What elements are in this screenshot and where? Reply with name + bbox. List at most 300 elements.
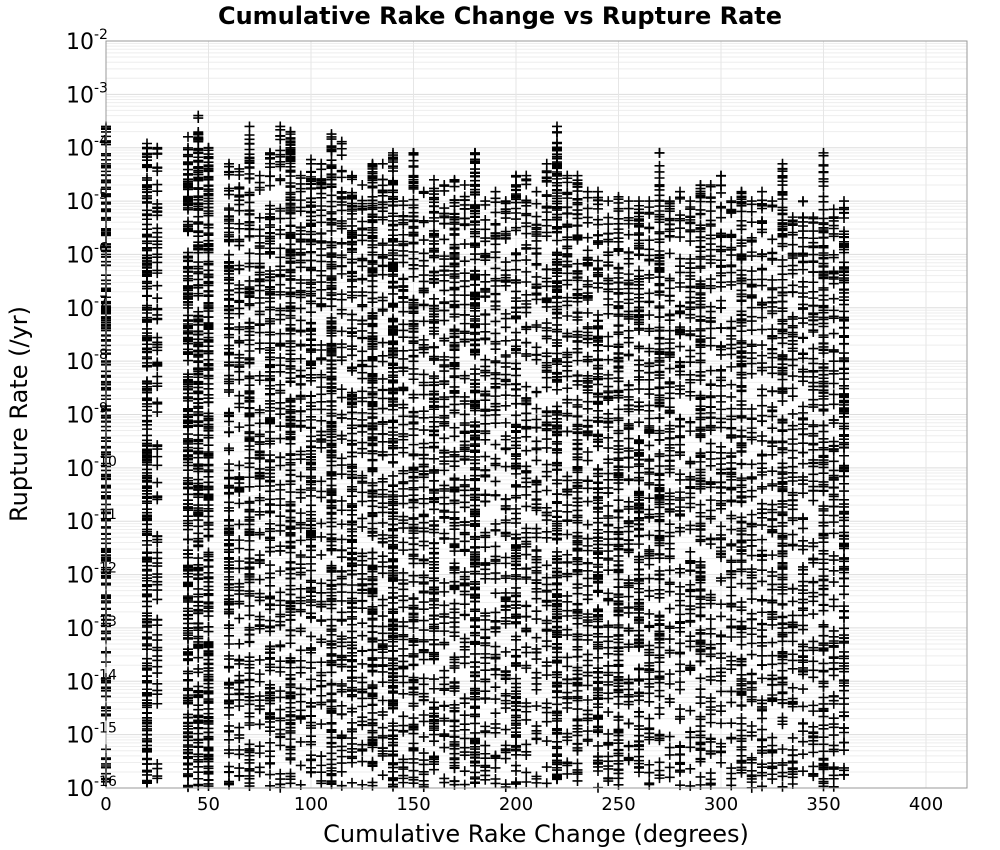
data-point	[398, 383, 408, 393]
data-point	[378, 212, 388, 222]
data-point	[378, 417, 388, 427]
data-point	[286, 499, 296, 509]
data-column	[142, 138, 152, 788]
data-point	[357, 333, 367, 343]
data-point	[439, 730, 449, 740]
data-point	[357, 386, 367, 396]
data-point	[398, 727, 408, 737]
data-point	[337, 239, 347, 249]
data-point	[245, 507, 255, 517]
data-point	[204, 781, 214, 791]
data-point	[378, 507, 388, 517]
data-point	[398, 644, 408, 654]
data-point	[316, 518, 326, 528]
data-point	[224, 607, 234, 617]
data-point	[357, 180, 367, 190]
data-point	[245, 472, 255, 482]
data-point	[255, 530, 265, 540]
data-point	[450, 473, 460, 483]
data-point	[286, 615, 296, 625]
data-point	[306, 657, 316, 667]
data-point	[327, 546, 337, 556]
data-point	[316, 277, 326, 287]
data-point	[316, 256, 326, 266]
data-point	[419, 285, 429, 295]
data-point	[275, 145, 285, 155]
data-point	[275, 204, 285, 214]
data-point	[183, 666, 193, 676]
data-point	[398, 711, 408, 721]
data-point	[306, 457, 316, 467]
data-point	[347, 350, 357, 360]
data-point	[245, 346, 255, 356]
data-point	[245, 231, 255, 241]
data-point	[193, 226, 203, 236]
data-point	[316, 615, 326, 625]
data-column	[357, 180, 367, 790]
data-point	[429, 342, 439, 352]
data-point	[398, 325, 408, 335]
data-point	[316, 767, 326, 777]
data-point	[439, 666, 449, 676]
data-point	[245, 482, 255, 492]
data-point	[275, 367, 285, 377]
data-point	[419, 235, 429, 245]
data-point	[245, 545, 255, 555]
data-point	[286, 313, 296, 323]
data-point	[337, 574, 347, 584]
data-point	[224, 497, 234, 507]
data-point	[398, 448, 408, 458]
data-point	[275, 452, 285, 462]
data-point	[193, 553, 203, 563]
data-point	[245, 718, 255, 728]
data-point	[286, 465, 296, 475]
data-point	[275, 270, 285, 280]
data-point	[286, 266, 296, 276]
data-point	[337, 662, 347, 672]
data-point	[204, 143, 214, 153]
data-point	[255, 183, 265, 193]
data-point	[306, 289, 316, 299]
data-point	[388, 606, 398, 616]
data-point	[419, 579, 429, 589]
data-point	[337, 679, 347, 689]
data-point	[234, 336, 244, 346]
data-point	[398, 537, 408, 547]
data-point	[327, 331, 337, 341]
data-point	[224, 767, 234, 777]
data-point	[183, 782, 193, 792]
data-point	[142, 639, 152, 649]
data-point	[275, 303, 285, 313]
data-point	[275, 338, 285, 348]
data-point	[255, 275, 265, 285]
data-point	[409, 424, 419, 434]
data-point	[337, 150, 347, 160]
data-point	[347, 758, 357, 768]
data-point	[368, 509, 378, 519]
data-point	[378, 175, 388, 185]
data-point	[450, 732, 460, 742]
data-point	[316, 476, 326, 486]
data-point	[306, 391, 316, 401]
data-point	[224, 250, 234, 260]
data-point	[368, 321, 378, 331]
data-point	[255, 213, 265, 223]
data-point	[296, 645, 306, 655]
data-point	[429, 454, 439, 464]
data-point	[265, 389, 275, 399]
data-point	[378, 723, 388, 733]
data-point	[327, 396, 337, 406]
data-point	[275, 662, 285, 672]
data-point	[357, 346, 367, 356]
data-point	[152, 452, 162, 462]
data-point	[316, 719, 326, 729]
data-point	[296, 407, 306, 417]
data-point	[378, 186, 388, 196]
data-point	[337, 752, 347, 762]
data-point	[152, 537, 162, 547]
data-point	[152, 615, 162, 625]
data-point	[429, 736, 439, 746]
data-point	[337, 250, 347, 260]
data-point	[450, 309, 460, 319]
data-column	[316, 159, 326, 789]
data-point	[316, 776, 326, 786]
data-point	[409, 713, 419, 723]
data-point	[183, 511, 193, 521]
data-point	[224, 721, 234, 731]
data-point	[357, 618, 367, 628]
data-point	[439, 377, 449, 387]
data-point	[255, 495, 265, 505]
data-point	[245, 746, 255, 756]
data-point	[255, 767, 265, 777]
data-point	[142, 377, 152, 387]
data-point	[183, 276, 193, 286]
data-point	[337, 505, 347, 515]
data-point	[429, 412, 439, 422]
data-point	[245, 121, 255, 131]
data-point	[234, 613, 244, 623]
data-point	[419, 732, 429, 742]
data-point	[193, 113, 203, 123]
data-point	[347, 727, 357, 737]
data-point	[142, 173, 152, 183]
data-point	[234, 498, 244, 508]
data-point	[306, 674, 316, 684]
data-point	[296, 737, 306, 747]
data-point	[450, 423, 460, 433]
data-point	[409, 698, 419, 708]
data-point	[152, 662, 162, 672]
data-point	[439, 600, 449, 610]
data-point	[419, 335, 429, 345]
data-point	[275, 526, 285, 536]
data-point	[409, 659, 419, 669]
data-column	[388, 148, 398, 792]
data-point	[255, 437, 265, 447]
data-point	[183, 764, 193, 774]
data-point	[347, 440, 357, 450]
data-point	[275, 252, 285, 262]
data-point	[316, 700, 326, 710]
data-point	[327, 615, 337, 625]
data-point	[368, 449, 378, 459]
data-point	[152, 699, 162, 709]
data-point	[275, 480, 285, 490]
data-point	[275, 705, 285, 715]
data-point	[347, 778, 357, 788]
data-column	[327, 129, 337, 789]
data-point	[460, 180, 470, 190]
data-point	[357, 235, 367, 245]
data-point	[409, 744, 419, 754]
data-point	[142, 592, 152, 602]
data-point	[142, 676, 152, 686]
data-point	[409, 247, 419, 257]
data-point	[409, 677, 419, 687]
data-point	[347, 510, 357, 520]
data-point	[306, 711, 316, 721]
data-point	[204, 483, 214, 493]
data-point	[327, 197, 337, 207]
data-point	[337, 614, 347, 624]
data-column	[409, 148, 419, 788]
data-point	[316, 602, 326, 612]
data-column	[224, 159, 234, 790]
data-point	[439, 392, 449, 402]
data-point	[388, 555, 398, 565]
data-point	[316, 588, 326, 598]
data-point	[419, 316, 429, 326]
data-point	[429, 674, 439, 684]
data-point	[234, 599, 244, 609]
data-column	[460, 180, 470, 790]
data-point	[234, 460, 244, 470]
data-point	[327, 175, 337, 185]
data-point	[429, 389, 439, 399]
data-point	[204, 561, 214, 571]
data-point	[388, 481, 398, 491]
data-point	[296, 454, 306, 464]
data-point	[439, 402, 449, 412]
data-point	[152, 771, 162, 781]
data-point	[450, 496, 460, 506]
data-point	[275, 404, 285, 414]
data-point	[193, 692, 203, 702]
data-point	[296, 760, 306, 770]
data-point	[347, 482, 357, 492]
data-column	[265, 148, 275, 791]
data-point	[265, 781, 275, 791]
data-point	[378, 351, 388, 361]
data-point	[296, 683, 306, 693]
data-point	[357, 746, 367, 756]
data-point	[357, 686, 367, 696]
data-point	[337, 496, 347, 506]
data-point	[429, 294, 439, 304]
data-point	[398, 602, 408, 612]
data-point	[234, 375, 244, 385]
data-point	[337, 709, 347, 719]
data-point	[316, 751, 326, 761]
data-point	[409, 352, 419, 362]
data-point	[439, 640, 449, 650]
data-point	[398, 591, 408, 601]
data-point	[296, 598, 306, 608]
data-point	[409, 272, 419, 282]
data-point	[450, 408, 460, 418]
data-point	[142, 759, 152, 769]
data-column	[429, 175, 439, 775]
data-point	[378, 338, 388, 348]
data-point	[275, 243, 285, 253]
data-point	[357, 646, 367, 656]
data-point	[327, 748, 337, 758]
data-point	[327, 273, 337, 283]
data-point	[286, 631, 296, 641]
data-point	[419, 511, 429, 521]
data-point	[398, 621, 408, 631]
data-point	[152, 293, 162, 303]
data-point	[419, 716, 429, 726]
data-point	[368, 615, 378, 625]
data-point	[265, 759, 275, 769]
data-point	[152, 186, 162, 196]
data-point	[439, 433, 449, 443]
data-point	[337, 552, 347, 562]
data-point	[275, 287, 285, 297]
data-point	[439, 203, 449, 213]
data-point	[275, 716, 285, 726]
data-point	[296, 354, 306, 364]
data-point	[347, 580, 357, 590]
data-point	[204, 433, 214, 443]
data-point	[245, 276, 255, 286]
data-point	[234, 556, 244, 566]
data-point	[245, 765, 255, 775]
data-point	[409, 503, 419, 513]
data-point	[265, 343, 275, 353]
data-point	[347, 245, 357, 255]
data-point	[265, 506, 275, 516]
data-point	[337, 732, 347, 742]
data-point	[142, 430, 152, 440]
data-point	[460, 409, 470, 419]
data-point	[234, 695, 244, 705]
data-point	[255, 371, 265, 381]
data-point	[419, 498, 429, 508]
data-point	[234, 391, 244, 401]
data-point	[286, 289, 296, 299]
data-point	[347, 293, 357, 303]
data-point	[296, 339, 306, 349]
data-point	[409, 571, 419, 581]
data-point	[388, 530, 398, 540]
data-point	[265, 171, 275, 181]
data-point	[419, 769, 429, 779]
data-point	[275, 692, 285, 702]
data-point	[316, 691, 326, 701]
data-point	[357, 471, 367, 481]
data-point	[327, 719, 337, 729]
data-point	[255, 481, 265, 491]
data-point	[316, 340, 326, 350]
data-point	[275, 511, 285, 521]
data-point	[183, 465, 193, 475]
data-point	[306, 740, 316, 750]
data-point	[152, 478, 162, 488]
data-point	[245, 420, 255, 430]
data-point	[296, 697, 306, 707]
data-point	[357, 420, 367, 430]
data-point	[419, 616, 429, 626]
data-point	[419, 673, 429, 683]
data-point	[306, 229, 316, 239]
data-point	[357, 275, 367, 285]
data-point	[450, 277, 460, 287]
data-point	[265, 616, 275, 626]
data-point	[316, 217, 326, 227]
data-point	[368, 281, 378, 291]
data-point	[286, 395, 296, 405]
data-point	[388, 178, 398, 188]
chart-title: Cumulative Rake Change vs Rupture Rate	[217, 2, 783, 30]
data-column	[398, 196, 408, 788]
data-point	[316, 657, 326, 667]
data-point	[378, 611, 388, 621]
data-point	[265, 457, 275, 467]
data-point	[378, 660, 388, 670]
data-point	[357, 631, 367, 641]
data-column	[337, 137, 347, 791]
data-point	[152, 651, 162, 661]
data-point	[450, 652, 460, 662]
data-point	[265, 770, 275, 780]
data-point	[234, 473, 244, 483]
data-point	[429, 175, 439, 185]
data-point	[265, 581, 275, 591]
data-point	[152, 460, 162, 470]
data-point	[306, 684, 316, 694]
data-point	[183, 157, 193, 167]
data-point	[368, 627, 378, 637]
data-point	[296, 584, 306, 594]
data-point	[224, 663, 234, 673]
data-point	[255, 655, 265, 665]
data-point	[204, 228, 214, 238]
data-point	[409, 615, 419, 625]
data-point	[306, 298, 316, 308]
data-point	[357, 438, 367, 448]
data-point	[439, 186, 449, 196]
data-point	[316, 370, 326, 380]
data-point	[275, 225, 285, 235]
data-point	[234, 639, 244, 649]
data-point	[183, 132, 193, 142]
data-point	[439, 419, 449, 429]
data-point	[429, 539, 439, 549]
data-point	[296, 303, 306, 313]
data-point	[439, 219, 449, 229]
data-point	[347, 718, 357, 728]
data-point	[296, 662, 306, 672]
data-point	[193, 653, 203, 663]
data-point	[378, 628, 388, 638]
